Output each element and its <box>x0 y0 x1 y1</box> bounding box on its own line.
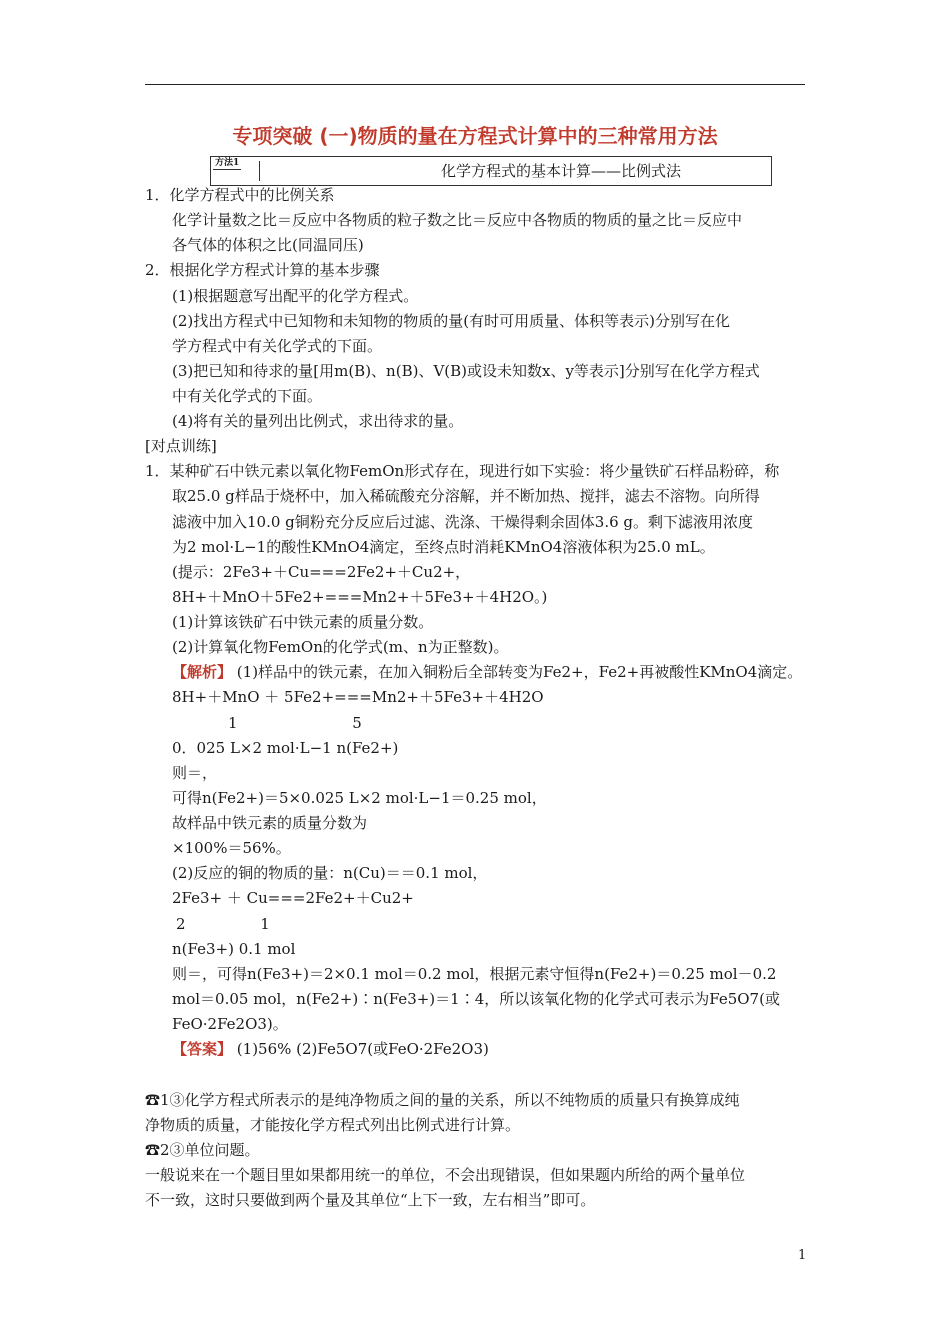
analysis-label: 【解析】 <box>172 663 233 681</box>
body-text: (1)根据题意写出配平的化学方程式。 <box>172 287 419 305</box>
equation-values: 0．025 L×2 mol·L−1 n(Fe2+) <box>172 739 399 757</box>
calc-text: 可得n(Fe2+)＝5×0.025 L×2 mol·L−1＝0.25 mol， <box>172 789 547 807</box>
question-text: (1)计算该铁矿石中铁元素的质量分数。 <box>172 613 434 631</box>
section-heading: 2．根据化学方程式计算的基本步骤 <box>145 261 380 279</box>
analysis-line <box>172 662 802 682</box>
body-text: (3)把已知和待求的量[用m(B)、n(B)、V(B)或设未知数x、y等表示]分别写在化学方程式 <box>172 362 760 380</box>
header-rule <box>145 84 805 85</box>
note-text: 不一致，这时只要做到两个量及其单位“上下一致，左右相当”即可。 <box>145 1191 596 1209</box>
practice-heading: [对点训练] <box>145 437 217 455</box>
body-text: 学方程式中有关化学式的下面。 <box>172 337 383 355</box>
body-text: (2)找出方程式中已知物和未知物的物质的量(有时可用质量、体积等表示)分别写在化 <box>172 312 730 330</box>
problem-text: 1．某种矿石中铁元素以氧化物FemOn形式存在，现进行如下实验：将少量铁矿石样品粉碎，称 <box>145 462 780 480</box>
calc-text: 故样品中铁元素的质量分数为 <box>172 814 368 832</box>
answer-label: 【答案】 <box>172 1040 233 1058</box>
analysis-text: (1)样品中的铁元素，在加入铜粉后全部转变为Fe2+，Fe2+再被酸性KMnO4滴定。 <box>236 663 803 681</box>
section-heading: 1．化学方程式中的比例关系 <box>145 186 335 204</box>
hint-text: 8H+＋MnO＋5Fe2+===Mn2+＋5Fe3+＋4H2O。) <box>172 588 548 606</box>
calc-text: mol＝0.05 mol，n(Fe2+)∶n(Fe3+)＝1∶4，所以该氧化物的化学式可表示为Fe5O7(或 <box>172 990 780 1008</box>
problem-text: 取25.0 g样品于烧杯中，加入稀硫酸充分溶解，并不断加热、搅拌，滤去不溶物。向所得 <box>172 487 760 505</box>
equation-coeff: 2 1 <box>176 915 270 933</box>
method-box <box>210 156 772 186</box>
calc-text: 则＝， <box>172 764 218 782</box>
answer-line <box>172 1039 489 1059</box>
body-text: 各气体的体积之比(同温同压) <box>172 236 364 254</box>
problem-text: 为2 mol·L−1的酸性KMnO4滴定，至终点时消耗KMnO4溶液体积为25.0 mL。 <box>172 538 715 556</box>
note-text: 一般说来在一个题目里如果都用统一的单位，不会出现错误，但如果题内所给的两个量单位 <box>145 1166 746 1184</box>
note-text: ☎2➂单位问题。 <box>145 1141 260 1159</box>
method-tag: 方法1 <box>215 158 240 168</box>
hint-text: (提示：2Fe3+＋Cu===2Fe2+＋Cu2+， <box>172 563 471 581</box>
question-text: (2)计算氧化物FemOn的化学式(m、n为正整数)。 <box>172 638 509 656</box>
body-text: 中有关化学式的下面。 <box>172 387 323 405</box>
calc-text: (2)反应的铜的物质的量：n(Cu)＝＝0.1 mol， <box>172 864 488 882</box>
equation: 2Fe3+ ＋ Cu===2Fe2+＋Cu2+ <box>172 889 414 907</box>
calc-text: 则＝，可得n(Fe3+)＝2×0.1 mol＝0.2 mol，根据元素守恒得n(Fe2+)＝0.25 mol－0.2 <box>172 965 777 983</box>
page-title: 专项突破 (一)物质的量在方程式计算中的三种常用方法 <box>232 124 718 148</box>
page-number: 1 <box>798 1248 807 1263</box>
note-text: ☎1➂化学方程式所表示的是纯净物质之间的量的关系，所以不纯物质的质量只有换算成纯 <box>145 1091 740 1109</box>
calc-text: ×100%＝56%。 <box>172 839 291 857</box>
note-text: 净物质的质量，才能按化学方程式列出比例式进行计算。 <box>145 1116 521 1134</box>
problem-text: 滤液中加入10.0 g铜粉充分反应后过滤、洗涤、干燥得剩余固体3.6 g。剩下滤液用浓度 <box>172 513 753 531</box>
answer-text: (1)56% (2)Fe5O7(或FeO·2Fe2O3) <box>236 1040 489 1058</box>
equation-values: n(Fe3+) 0.1 mol <box>172 940 296 958</box>
equation-coeff: 1 5 <box>228 714 362 732</box>
body-text: (4)将有关的量列出比例式，求出待求的量。 <box>172 412 464 430</box>
equation: 8H+＋MnO ＋ 5Fe2+===Mn2+＋5Fe3+＋4H2O <box>172 688 544 706</box>
body-text: 化学计量数之比＝反应中各物质的粒子数之比＝反应中各物质的物质的量之比＝反应中 <box>172 211 743 229</box>
method-name: 化学方程式的基本计算——比例式法 <box>441 162 682 180</box>
method-box-divider <box>259 161 260 181</box>
calc-text: FeO·2Fe2O3)。 <box>172 1015 288 1033</box>
